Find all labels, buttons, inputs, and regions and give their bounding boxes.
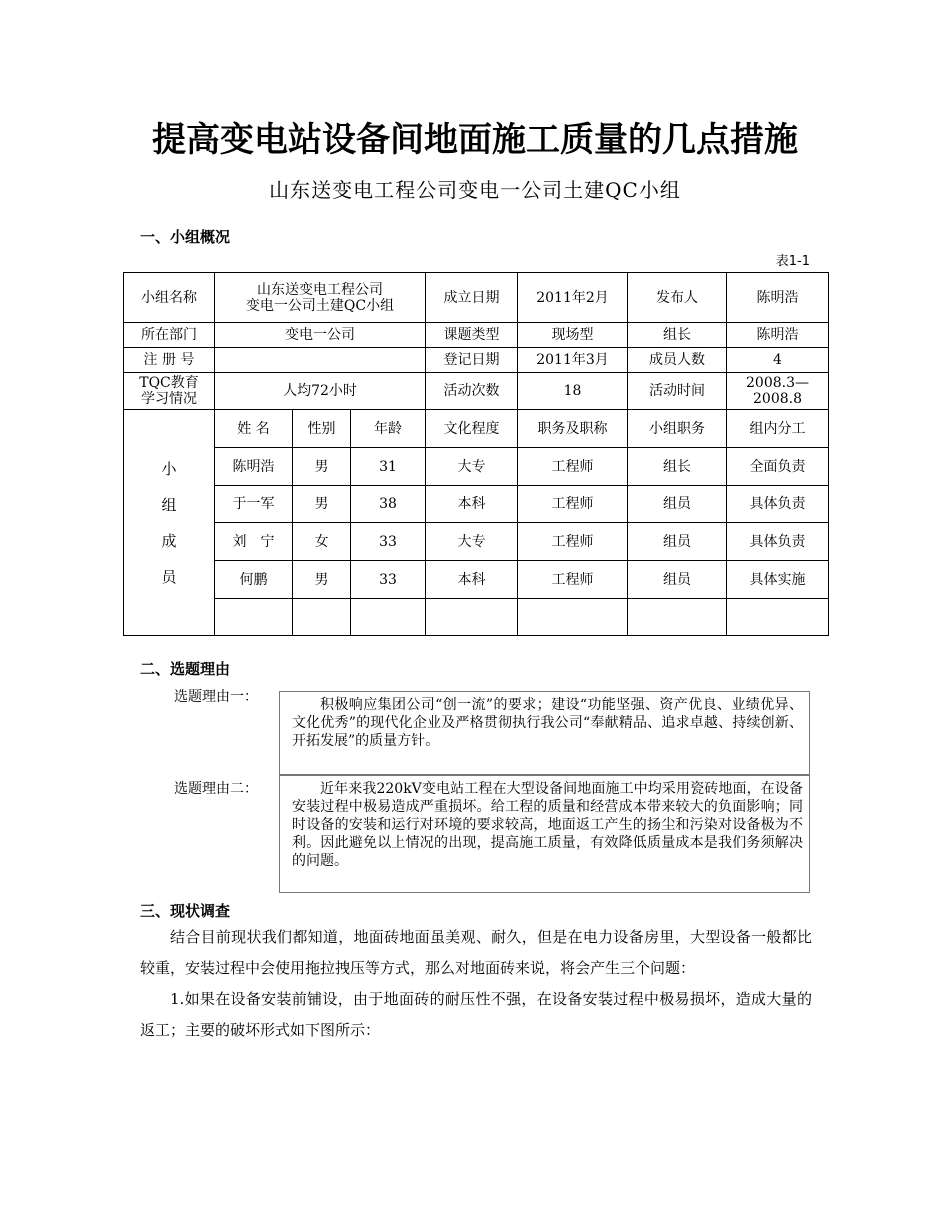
dept: 变电一公司 xyxy=(215,323,426,348)
reason1-box: 积极响应集团公司“创一流”的要求；建设“功能坚强、资产优良、业绩优异、文化优秀”的现代化企业及严格贯彻执行我公司“奉献精品、追求卓越、持续创新、开拓发展”的质量方针。 xyxy=(279,691,810,775)
table-row xyxy=(124,448,829,486)
label-reg-no: 注 册 号 xyxy=(124,348,215,373)
page-subtitle: 山东送变电工程公司变电一公司土建QC小组 xyxy=(269,178,681,202)
label-topic-type: 课题类型 xyxy=(426,323,518,348)
table-row xyxy=(124,523,829,561)
member-cell: 工程师 xyxy=(518,523,628,561)
member-cell: 组员 xyxy=(628,561,727,599)
page-title: 提高变电站设备间地面施工质量的几点措施 xyxy=(152,120,798,160)
section-heading-overview: 一、小组概况 xyxy=(140,228,231,246)
member-header: 职务及职称 xyxy=(518,410,628,448)
member-cell: 33 xyxy=(351,561,426,599)
member-cell: 男 xyxy=(293,561,351,599)
member-header: 小组职务 xyxy=(628,410,727,448)
member-cell: 本科 xyxy=(426,561,518,599)
table-row xyxy=(124,561,829,599)
section-heading-reasons: 二、选题理由 xyxy=(140,660,231,678)
member-cell: 工程师 xyxy=(518,448,628,486)
empty-cell xyxy=(293,599,351,636)
found-date: 2011年2月 xyxy=(518,273,628,323)
activity-time: 2008.3— 2008.8 xyxy=(727,373,829,410)
member-cell: 全面负责 xyxy=(727,448,829,486)
reg-no xyxy=(215,348,426,373)
table-row xyxy=(124,599,829,636)
member-header: 性别 xyxy=(293,410,351,448)
label-group-name: 小组名称 xyxy=(124,273,215,323)
members-count: 4 xyxy=(727,348,829,373)
member-cell: 工程师 xyxy=(518,561,628,599)
member-header: 年龄 xyxy=(351,410,426,448)
member-cell: 何鹏 xyxy=(215,561,293,599)
empty-cell xyxy=(351,599,426,636)
label-leader: 组长 xyxy=(628,323,727,348)
members-vertical-label: 小 组 成 员 xyxy=(124,410,215,636)
section-heading-survey: 三、现状调查 xyxy=(140,902,231,920)
reg-date: 2011年3月 xyxy=(518,348,628,373)
label-reg-date: 登记日期 xyxy=(426,348,518,373)
member-header: 组内分工 xyxy=(727,410,829,448)
member-cell: 具体实施 xyxy=(727,561,829,599)
label-tqc: TQC教育 学习情况 xyxy=(124,373,215,410)
survey-paragraph-2: 1.如果在设备安装前铺设，由于地面砖的耐压性不强，在设备安装过程中极易损坏，造成大量的返工；主要的破坏形式如下图所示： xyxy=(140,990,812,1039)
label-activity-count: 活动次数 xyxy=(426,373,518,410)
member-cell: 大专 xyxy=(426,523,518,561)
member-cell: 具体负责 xyxy=(727,486,829,523)
member-cell: 男 xyxy=(293,486,351,523)
reason2-box: 近年来我220kV变电站工程在大型设备间地面施工中均采用瓷砖地面，在设备安装过程中极易造成严重损坏。给工程的质量和经营成本带来较大的负面影响；同时设备的安装和运行对环境的要求较高，地面返工产生的扬尘和污染对设备极为不利。因此避免以上情况的出现，提高施工质量，有效降低质量成本是我们务须解决的问题。 xyxy=(279,775,810,893)
reason2-label: 选题理由二： xyxy=(174,781,258,797)
tqc-value: 人均72小时 xyxy=(215,373,426,410)
member-cell: 大专 xyxy=(426,448,518,486)
member-cell: 刘 宁 xyxy=(215,523,293,561)
group-info-table xyxy=(123,272,829,636)
group-name: 山东送变电工程公司 变电一公司土建QC小组 xyxy=(215,273,426,323)
publisher: 陈明浩 xyxy=(727,273,829,323)
member-cell: 组员 xyxy=(628,523,727,561)
member-cell: 31 xyxy=(351,448,426,486)
member-cell: 具体负责 xyxy=(727,523,829,561)
leader: 陈明浩 xyxy=(727,323,829,348)
reason1-label: 选题理由一： xyxy=(174,689,258,705)
empty-cell xyxy=(628,599,727,636)
empty-cell xyxy=(426,599,518,636)
member-header: 文化程度 xyxy=(426,410,518,448)
label-dept: 所在部门 xyxy=(124,323,215,348)
empty-cell xyxy=(727,599,829,636)
member-cell: 于一军 xyxy=(215,486,293,523)
label-found-date: 成立日期 xyxy=(426,273,518,323)
label-members-count: 成员人数 xyxy=(628,348,727,373)
activity-count: 18 xyxy=(518,373,628,410)
topic-type: 现场型 xyxy=(518,323,628,348)
member-cell: 本科 xyxy=(426,486,518,523)
member-header: 姓 名 xyxy=(215,410,293,448)
survey-paragraph-1: 结合目前现状我们都知道，地面砖地面虽美观、耐久，但是在电力设备房里，大型设备一般都比较重，安装过程中会使用拖拉拽压等方式，那么对地面砖来说，将会产生三个问题： xyxy=(140,928,812,977)
member-cell: 男 xyxy=(293,448,351,486)
member-cell: 工程师 xyxy=(518,486,628,523)
member-cell: 组员 xyxy=(628,486,727,523)
table-number: 表1-1 xyxy=(775,254,810,269)
empty-cell xyxy=(215,599,293,636)
member-cell: 组长 xyxy=(628,448,727,486)
member-cell: 女 xyxy=(293,523,351,561)
table-row xyxy=(124,486,829,523)
member-cell: 陈明浩 xyxy=(215,448,293,486)
member-cell: 33 xyxy=(351,523,426,561)
label-publisher: 发布人 xyxy=(628,273,727,323)
label-activity-time: 活动时间 xyxy=(628,373,727,410)
member-cell: 38 xyxy=(351,486,426,523)
empty-cell xyxy=(518,599,628,636)
